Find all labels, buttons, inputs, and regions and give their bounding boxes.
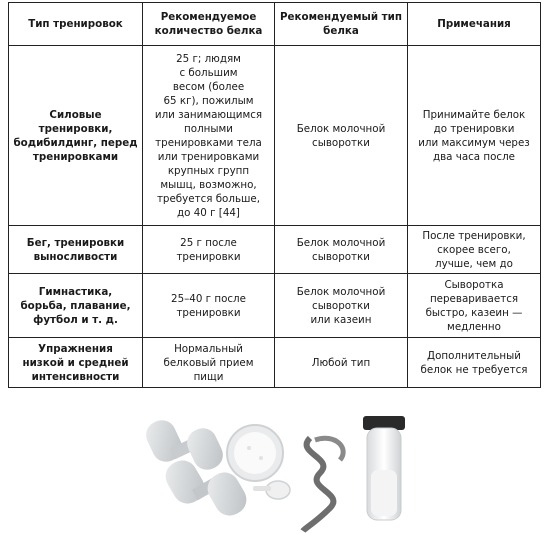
cell-protein-type: Любой тип (275, 338, 408, 388)
cell-protein-amount: 25 г; людям с большим весом (более 65 кг), пожилым или занимающимся полными тренировками тела или тренировками крупных групп мышц, возможно, требуется больше, до 40 г [44] (143, 46, 275, 226)
bowl-icon (227, 425, 283, 481)
cell-protein-type: Белок молочной сыворотки или казеин (275, 274, 408, 338)
measuring-tape-icon (303, 438, 343, 531)
cell-training-type: Гимнастика, борьба, плавание, футбол и т. д. (9, 274, 143, 338)
header-notes: Примечания (408, 3, 541, 46)
protein-recommendations-table (8, 2, 541, 388)
cell-protein-amount: 25–40 г после тренировки (143, 274, 275, 338)
scoop-icon (253, 481, 290, 499)
table-row (9, 338, 541, 388)
table-row (9, 46, 541, 226)
cell-protein-type: Белок молочной сыворотки (275, 46, 408, 226)
header-training-type: Тип тренировок (9, 3, 143, 46)
table-row (9, 226, 541, 274)
cell-notes: Дополнительный белок не требуется (408, 338, 541, 388)
cell-training-type: Силовые тренировки, бодибилдинг, перед тренировками (9, 46, 143, 226)
cell-protein-amount: 25 г после тренировки (143, 226, 275, 274)
table-header-row (9, 3, 541, 46)
shaker-bottle-icon (363, 416, 405, 520)
cell-notes: Принимайте белок до тренировки или максимум через два часа после (408, 46, 541, 226)
cell-training-type: Бег, тренировки выносливости (9, 226, 143, 274)
header-protein-type: Рекомендуемый тип белка (275, 3, 408, 46)
table-row (9, 274, 541, 338)
cell-notes: После тренировки, скорее всего, лучше, чем до (408, 226, 541, 274)
header-protein-amount: Рекомендуемое количество белка (143, 3, 275, 46)
cell-training-type: Упражнения низкой и средней интенсивности (9, 338, 143, 388)
cell-notes: Сыворотка переваривается быстро, казеин — медленно (408, 274, 541, 338)
cell-protein-amount: Нормальный белковый прием пищи (143, 338, 275, 388)
cell-protein-type: Белок молочной сыворотки (275, 226, 408, 274)
fitness-products-photo (135, 398, 421, 533)
